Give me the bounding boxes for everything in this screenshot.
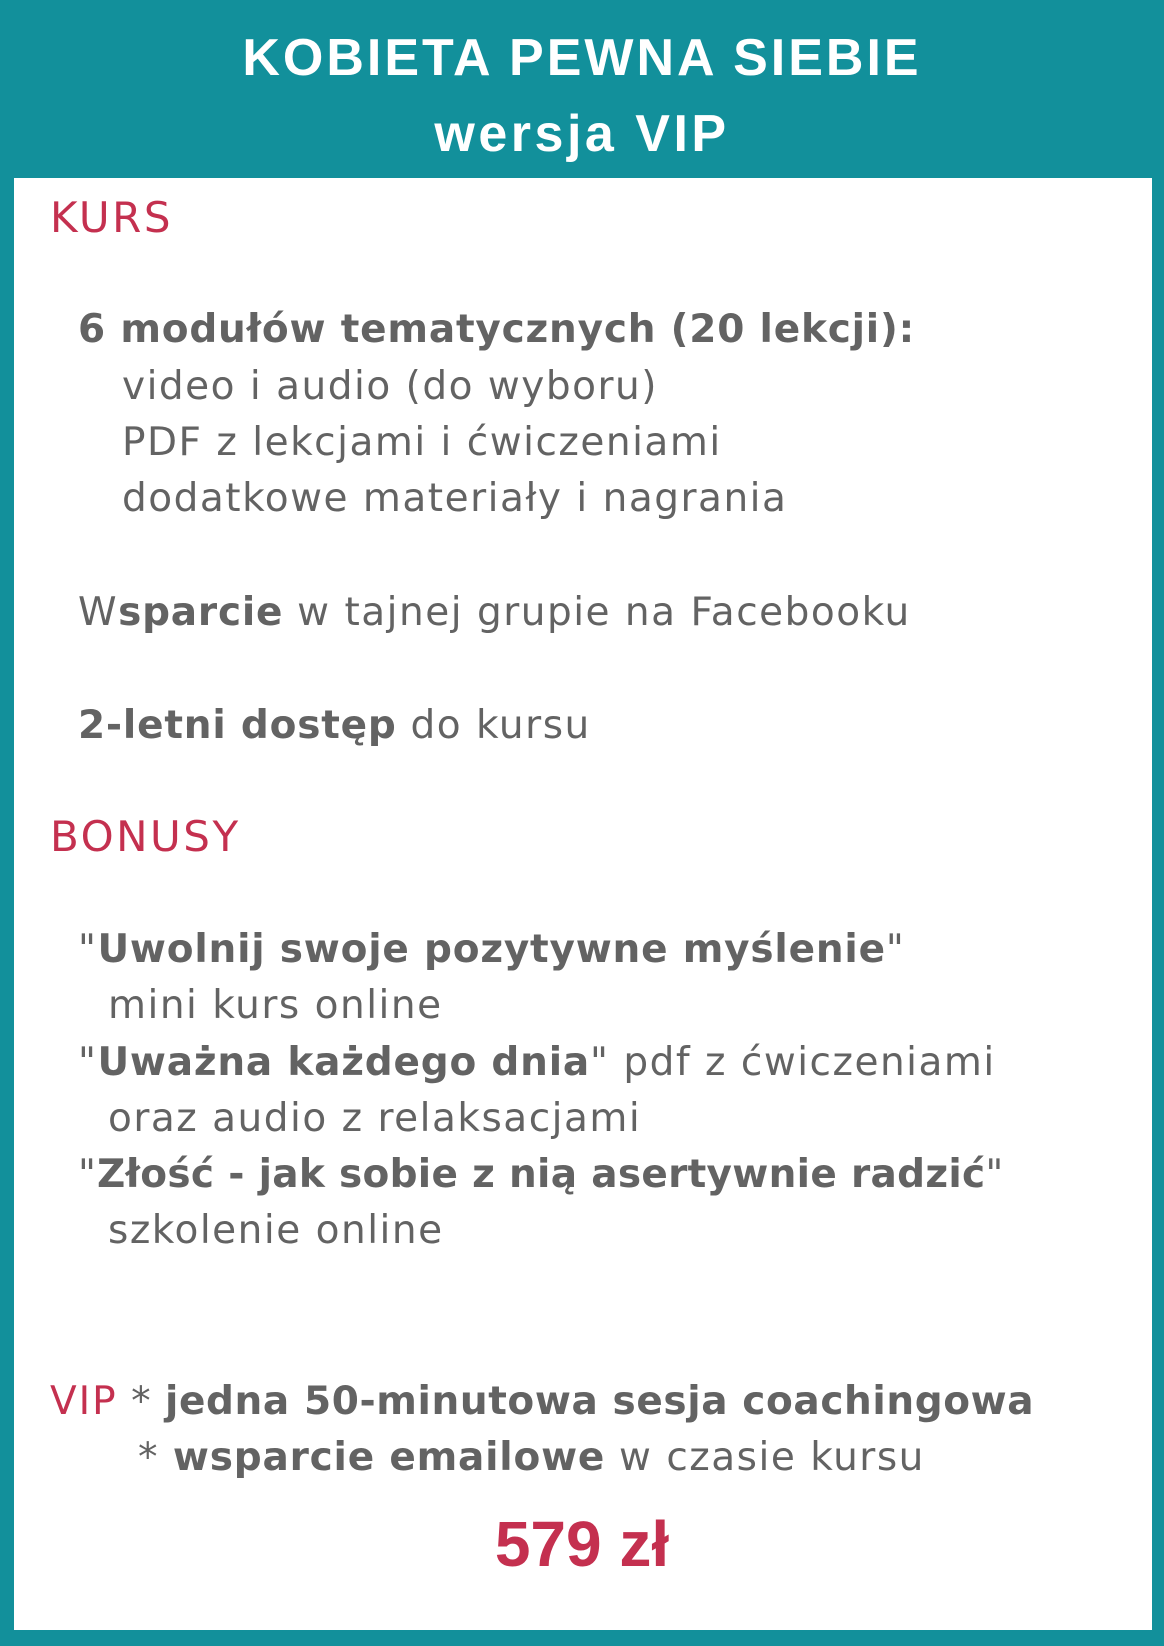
modules-heading xyxy=(78,307,915,352)
bonus-desc: szkolenie online xyxy=(108,1208,444,1253)
quote-close: " xyxy=(985,1152,1005,1197)
access-rest: do kursu xyxy=(396,703,591,748)
bonus-title-line xyxy=(78,1040,996,1085)
bonus-desc: mini kurs online xyxy=(108,983,443,1028)
page-subtitle: wersja VIP xyxy=(434,105,730,163)
support-rest: w tajnej grupie na Facebooku xyxy=(283,590,911,635)
quote-open: " xyxy=(78,927,98,972)
bonus-after-title: pdf z ćwiczeniami xyxy=(609,1040,996,1085)
modules-item: video i audio (do wyboru) xyxy=(122,364,658,409)
vip-email-support: wsparcie emailowe xyxy=(172,1435,606,1480)
modules-item: PDF z lekcjami i ćwiczeniami xyxy=(122,420,722,465)
vip-line-1 xyxy=(50,1379,1035,1424)
section-heading-kurs: KURS xyxy=(50,193,173,242)
quote-open: " xyxy=(78,1040,98,1085)
bonus-title-line xyxy=(78,927,906,972)
header-banner xyxy=(0,0,1164,178)
vip-label: VIP xyxy=(50,1379,118,1424)
bonus-title: Uważna każdego dnia xyxy=(97,1040,591,1085)
vip-star: * xyxy=(117,1379,165,1424)
vip-line-2 xyxy=(138,1435,925,1480)
support-line xyxy=(78,590,911,635)
bonus-desc: oraz audio z relaksacjami xyxy=(108,1096,642,1141)
quote-close: " xyxy=(885,927,906,972)
bonus-title: Uwolnij swoje pozytywne myślenie xyxy=(97,927,886,972)
support-bold: sparcie xyxy=(118,590,284,635)
vip-star: * xyxy=(138,1435,173,1480)
price: 579 zł xyxy=(494,1508,670,1580)
quote-close: " xyxy=(590,1040,610,1085)
bonus-title: Złość - jak sobie z nią asertywnie radzić xyxy=(96,1152,986,1197)
section-heading-bonusy: BONUSY xyxy=(50,812,241,861)
vip-session: jedna 50-minutowa sesja coachingowa xyxy=(165,1379,1035,1424)
vip-email-rest: w czasie kursu xyxy=(605,1435,925,1480)
access-bold: 2-letni dostęp xyxy=(78,703,397,748)
bonus-title-line xyxy=(78,1152,1005,1197)
modules-heading-text: 6 modułów tematycznych (20 lekcji): xyxy=(78,307,915,352)
quote-open: " xyxy=(78,1152,97,1197)
support-first-letter: W xyxy=(78,590,119,635)
access-line xyxy=(78,703,591,748)
page-title: KOBIETA PEWNA SIEBIE xyxy=(242,29,922,87)
modules-item: dodatkowe materiały i nagrania xyxy=(122,476,788,521)
